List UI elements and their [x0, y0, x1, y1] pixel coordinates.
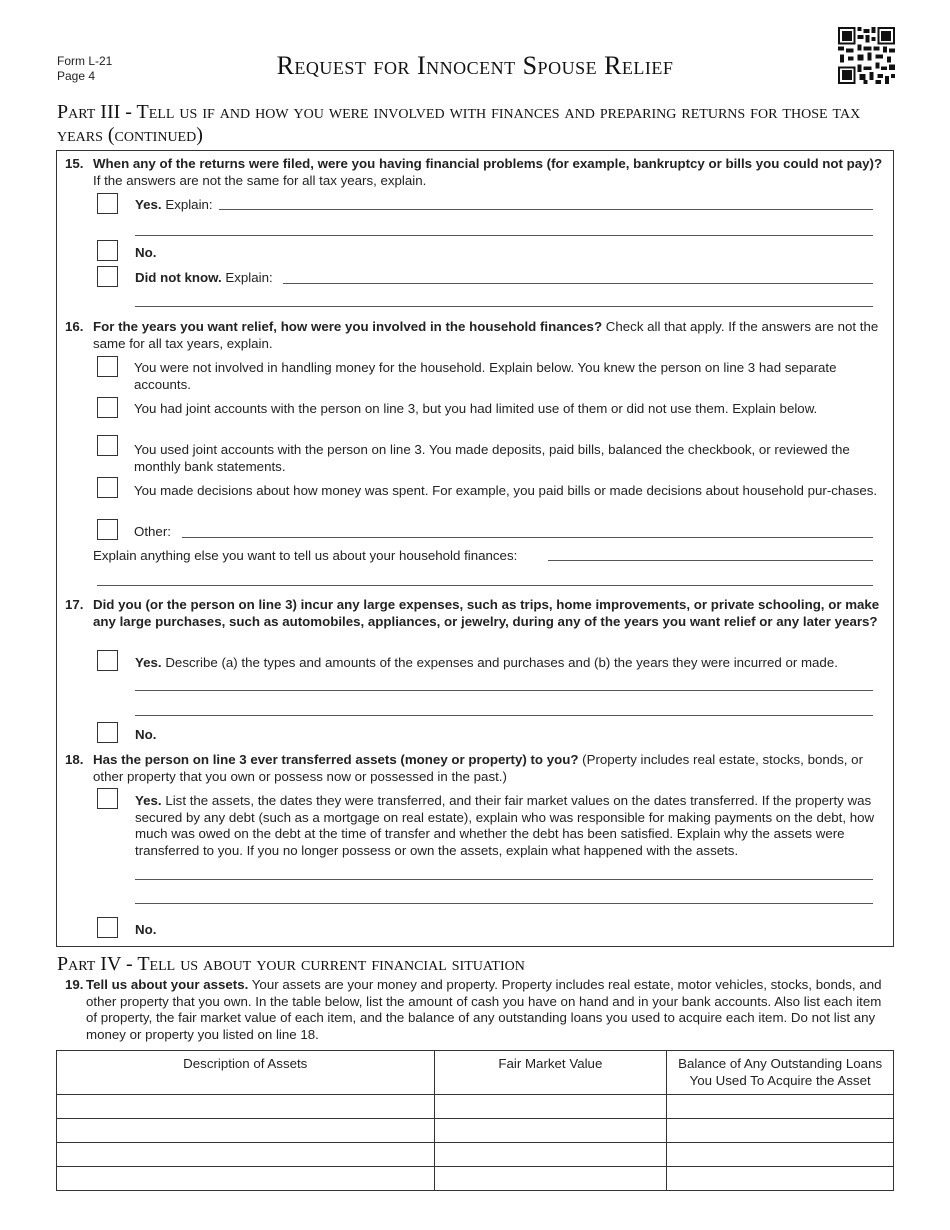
q15-yes-explain-line-2[interactable] — [135, 235, 873, 236]
q19-number: 19. — [65, 977, 84, 992]
table-row — [57, 1095, 894, 1119]
table-row — [57, 1119, 894, 1143]
asset-description-cell[interactable] — [57, 1095, 435, 1119]
q16-option-2-checkbox[interactable] — [97, 397, 118, 418]
q16-option-1-checkbox[interactable] — [97, 356, 118, 377]
q15-dnk-label: Did not know. — [135, 270, 222, 285]
q17-yes-label: Yes. — [135, 655, 162, 670]
q18-yes-option — [135, 793, 880, 859]
col-loan-balance-line1: Balance of Any Outstanding Loans — [678, 1056, 883, 1071]
q16-option-3-checkbox[interactable] — [97, 435, 118, 456]
q17-no-checkbox[interactable] — [97, 722, 118, 743]
assets-table-header — [57, 1051, 894, 1095]
table-row — [57, 1143, 894, 1167]
question-15 — [65, 156, 885, 189]
q15-dnk-explain: Explain: — [221, 270, 273, 285]
loan-balance-cell[interactable] — [667, 1119, 894, 1143]
q17-yes-checkbox[interactable] — [97, 650, 118, 671]
q17-yes-option — [135, 655, 880, 672]
q18-yes-label: Yes. — [135, 793, 162, 808]
form-title: Request for Innocent Spouse Relief — [276, 51, 674, 80]
q18-number: 18. — [65, 752, 84, 767]
q16-option-1-text: You were not involved in handling money for the household. Explain below. You knew the person on line 3 had separate accounts. — [134, 360, 837, 392]
fair-market-value-cell[interactable] — [434, 1095, 667, 1119]
q17-no-label: No. — [135, 727, 157, 742]
q18-yes-checkbox[interactable] — [97, 788, 118, 809]
q16-number: 16. — [65, 319, 84, 334]
q15-number: 15. — [65, 156, 84, 171]
loan-balance-cell[interactable] — [667, 1167, 894, 1191]
q18-no-label: No. — [135, 922, 157, 937]
col-loan-balance-line2: You Used To Acquire the Asset — [689, 1073, 871, 1088]
q15-yes-checkbox[interactable] — [97, 193, 118, 214]
fair-market-value-cell[interactable] — [434, 1167, 667, 1191]
q18-no-checkbox[interactable] — [97, 917, 118, 938]
page-label: Page 4 — [57, 69, 96, 83]
q18-yes-line-1[interactable] — [135, 879, 873, 880]
col-loan-balance-header — [667, 1051, 894, 1095]
q15-dnk-explain-line-2[interactable] — [135, 306, 873, 307]
q16-explain-label: Explain anything else you want to tell us about your household finances: — [93, 548, 518, 563]
question-17 — [65, 597, 885, 631]
q18-no-option — [135, 922, 875, 939]
q15-did-not-know-checkbox[interactable] — [97, 266, 118, 287]
q16-option-4-text: You made decisions about how money was spent. For example, you paid bills or made decisions about household pur-chases. — [134, 483, 878, 498]
q17-no-option — [135, 727, 875, 744]
qr-code-icon — [838, 27, 895, 84]
q17-question: Did you (or the person on line 3) incur any large expenses, such as trips, home improvements, or private schooling, or make any large purchases, such as automobiles, appliances, or jewelry, during any of the years you want relief or any later years? — [93, 597, 880, 629]
q15-dnk-explain-line-1[interactable] — [283, 283, 873, 284]
q17-yes-line-1[interactable] — [135, 690, 873, 691]
q17-number: 17. — [65, 597, 84, 612]
q16-question-note: Check all that apply. If the answers are not the same for all tax years, explain. — [93, 319, 879, 351]
loan-balance-cell[interactable] — [667, 1095, 894, 1119]
q18-yes-text: List the assets, the dates they were transferred, and their fair market values on the dates transferred. If the property was secured by any debt (such as a mortgage on real estate), explain who was responsible for making payments on the debt, how much was owed on the debt at the time of transfer and whether the debt has been satisfied. Explain why the assets were transferred to you. If you no longer possess or own the assets, explain what happened with the assets. — [135, 793, 875, 858]
form-number: Form L-21 — [57, 54, 113, 68]
q15-no-checkbox[interactable] — [97, 240, 118, 261]
q18-yes-line-2[interactable] — [135, 903, 873, 904]
q16-explain-line-1[interactable] — [548, 560, 873, 561]
q15-yes-option — [135, 197, 875, 214]
q16-other-line[interactable] — [182, 537, 873, 538]
q16-option-3-text: You used joint accounts with the person on line 3. You made deposits, paid bills, balanced the checkbook, or reviewed the monthly bank statements. — [134, 442, 850, 474]
fair-market-value-cell[interactable] — [434, 1143, 667, 1167]
q17-yes-text: Describe (a) the types and amounts of the expenses and purchases and (b) the years they were incurred or made. — [161, 655, 838, 670]
asset-description-cell[interactable] — [57, 1143, 435, 1167]
part4-heading: Part IV - Tell us about your current financial situation — [57, 953, 525, 975]
q15-yes-label: Yes. — [135, 197, 162, 212]
q16-explain-line-2[interactable] — [97, 585, 873, 586]
asset-description-cell[interactable] — [57, 1119, 435, 1143]
q16-option-4-checkbox[interactable] — [97, 477, 118, 498]
col-description-header: Description of Assets — [57, 1051, 435, 1095]
q15-no-option — [135, 245, 875, 262]
q19-question: Tell us about your assets. — [86, 977, 249, 992]
question-19 — [65, 977, 895, 1043]
loan-balance-cell[interactable] — [667, 1143, 894, 1167]
asset-description-cell[interactable] — [57, 1167, 435, 1191]
q19-question-note: Your assets are your money and property. Property includes real estate, motor vehicles, stocks, bonds, and other property that you own. In the table below, list the amount of cash you have on hand and in your bank accounts. Also list each item of property, the fair market value of each item, and the balance of any outstanding loans you used to acquire each item. Do not list any money or property you listed on line 18. — [86, 977, 882, 1042]
assets-table — [56, 1050, 894, 1191]
q15-yes-explain: Explain: — [161, 197, 213, 212]
q18-question: Has the person on line 3 ever transferred assets (money or property) to you? — [93, 752, 579, 767]
q16-other-checkbox[interactable] — [97, 519, 118, 540]
q15-question-note: If the answers are not the same for all tax years, explain. — [93, 172, 427, 188]
q15-did-not-know-option — [135, 270, 875, 287]
q15-no-label: No. — [135, 245, 157, 260]
q16-other-label: Other: — [134, 524, 171, 539]
question-16 — [65, 319, 885, 352]
q16-option-2-text: You had joint accounts with the person on line 3, but you had limited use of them or did not use them. Explain below. — [134, 401, 818, 416]
q15-question: When any of the returns were filed, were you having financial problems (for example, bankruptcy or bills you could not pay)? — [93, 156, 883, 171]
col-fair-market-value-header: Fair Market Value — [434, 1051, 667, 1095]
part3-heading: Part III - Tell us if and how you were involved with finances and preparing returns for those tax years (continued) — [57, 101, 861, 146]
q17-yes-line-2[interactable] — [135, 715, 873, 716]
question-18 — [65, 752, 885, 785]
fair-market-value-cell[interactable] — [434, 1119, 667, 1143]
table-row — [57, 1167, 894, 1191]
q15-yes-explain-line-1[interactable] — [219, 209, 873, 210]
q16-question: For the years you want relief, how were you involved in the household finances? — [93, 319, 603, 334]
q18-question-note: (Property includes real estate, stocks, bonds, or other property that you own or possess now or possessed in the past.) — [93, 752, 864, 784]
